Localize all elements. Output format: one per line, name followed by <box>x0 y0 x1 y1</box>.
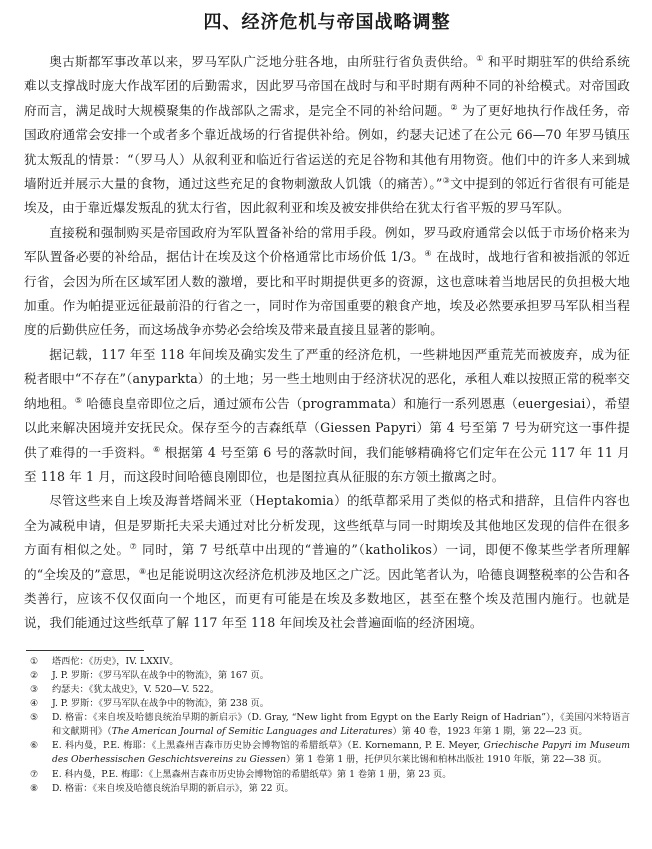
italic-title: The American Journal of Semitic Languages and Literatures <box>111 726 393 738</box>
footnote <box>24 655 630 669</box>
text-run: 塔西佗：《历史》，IV. LXXIV。 <box>52 655 179 667</box>
text-run: E. 科内曼，P.E. 梅耶：《上黑森州吉森市历史协会博物馆的希腊纸草》（E. Kornemann, P. E. Meyer, <box>52 740 484 752</box>
footnote <box>24 669 630 683</box>
footnote-number: ④ <box>30 698 39 710</box>
footnote-ref[interactable]: ② <box>450 102 458 112</box>
footnote-ref[interactable]: ⑧ <box>138 566 147 576</box>
footnote-ref[interactable]: ⑦ <box>129 542 138 552</box>
footnote-number: ⑤ <box>30 712 39 724</box>
footnote-ref[interactable]: ⑥ <box>153 444 161 454</box>
footnote-text <box>52 711 630 739</box>
footnote <box>24 739 630 767</box>
text-run: ）第 1 卷第 1 册，托伊贝尔莱比锡和柏林出版社 1910 年版，第 22—38 页。 <box>286 754 607 766</box>
text-run: 同时，第 7 号纸草中出现的“普遍的”（katholikos）一词，即便不像某些学者所理解的“全埃及的”意思， <box>24 542 630 582</box>
paragraph <box>24 343 630 489</box>
text-run: 也足能说明这次经济危机涉及地区之广泛。因此笔者认为，哈德良调整税率的公告和各类善行，应该不仅仅面向一个地区，而更有可能是在埃及多数地区，甚至在整个埃及范围内施行。也就是说，我们能通过这些纸草了解 117 年至 118 年间埃及社会普遍面临的经济困境。 <box>24 566 630 631</box>
footnote-number: ③ <box>30 683 39 695</box>
footnote-text <box>52 739 630 767</box>
paragraph <box>24 50 630 221</box>
paragraph <box>24 221 630 343</box>
text-run: 约瑟夫：《犹太战史》，V. 520—V. 522。 <box>52 683 220 695</box>
paragraph <box>24 489 630 635</box>
text-run: 文中提到的邻近行省很有可能是埃及，由于靠近爆发叛乱的犹太行省，因此叙利亚和埃及被安排供给在犹太行省平叛的罗马军队。 <box>24 176 630 216</box>
footnote-text <box>52 697 630 711</box>
footnote-text <box>52 683 630 697</box>
section-title: 四、经济危机与帝国战略调整 <box>203 12 451 33</box>
footnote <box>24 782 630 796</box>
text-run: 据记载，117 年至 118 年间埃及确实发生了严重的经济危机，一些耕地因严重荒芜而被废弃，成为征税者眼中“不存在”（anyparkta）的土地；另一些土地则由于经济状况的恶化，承租人难以按照正常的税率交纳地租。 <box>24 346 630 411</box>
text-run: J. P. 罗斯：《罗马军队在战争中的物流》，第 238 页。 <box>52 698 269 710</box>
footnote <box>24 711 630 739</box>
footnote-text <box>52 768 630 782</box>
text-run: D. 格雷：《来自埃及哈德良统治早期的新启示》，第 22 页。 <box>52 782 294 794</box>
text-run: ）第 40 卷，1923 年第 1 期，第 22—23 页。 <box>392 726 588 738</box>
footnote <box>24 697 630 711</box>
text-run: D. 格雷：《来自埃及哈德良统治早期的新启示》（D. Gray, “New light from Egypt on the Early Reign of Hadrian”），《美国闪米特语言和文献期刊》（ <box>52 712 630 738</box>
footnote-text <box>52 655 630 669</box>
footnote-divider <box>26 650 144 651</box>
footnote-ref[interactable]: ① <box>476 54 484 63</box>
footnote-number: ⑥ <box>30 740 39 752</box>
footnote-number: ② <box>30 669 39 681</box>
text-run: 奥古斯都军事改革以来，罗马军队广泛地分驻各地，由所驻行省负责供给。 <box>49 54 477 69</box>
text-run: 尽管这些来自上埃及海普塔阔米亚（Heptakomia）的纸草都采用了类似的格式和措辞，且信件内容也全为减税申请，但是罗斯托夫采夫通过对比分析发现，这些纸草与同一时期埃及其他地区发现的信件在很多方面有相似之处。 <box>24 493 630 558</box>
footnote <box>24 768 630 782</box>
footnote-number: ① <box>30 655 39 667</box>
text-run: 直接税和强制购买是帝国政府为军队置备补给的常用手段。例如，罗马政府通常会以低于市场价格来为军队置备必要的补给品，据估计在埃及这个价格通常比市场价低 1/3。 <box>24 224 630 265</box>
text-run: 根据第 4 号至第 6 号的落款时间，我们能够精确将它们定年在公元 117 年 11 月至 118 年 1 月，而这段时间哈德良刚即位，也是图拉真从征服的东方领土撤离之时。 <box>24 444 630 484</box>
text-run: 哈德良皇帝即位之后，通过颁布公告（programmata）和施行一系列恩惠（euergesiai），希望以此来解决困境并安抚民众。保存至今的吉森纸草（Giessen Papyri）第 4 号至第 7 号为研究这一事件提供了难得的一手资料。 <box>24 395 630 460</box>
text-run: 和平时期驻军的供给系统难以支撑战时庞大作战军团的后勤需求，因此罗马帝国在战时与和平时期有两种不同的补给模式。对帝国政府而言，满足战时大规模聚集的作战部队之需求，是完全不同的补给问题。 <box>24 54 630 118</box>
footnote-text <box>52 782 630 796</box>
text-run: 为了更好地执行作战任务，帝国政府通常会安排一个或者多个靠近战场的行省提供补给。例如，约瑟夫记述了在公元 66—70 年罗马镇压犹太叛乱的情景：“（罗马人）从叙利亚和临近行省运送的充足谷物和其他有用物资。他们中的许多人来到城墙附近并展示大量的食物，通过这些充足的食物刺激敌人饥饿（的痛苦）。” <box>24 102 630 192</box>
text-run: 在战时，战地行省和被指派的邻近行省，会因为所在区域军团人数的激增，要比和平时期提供更多的资源，这也意味着当地居民的负担极大地加重。作为帕提亚远征最前沿的行省之一，同时作为帝国重要的粮食产地，埃及必然要承担罗马军队相当程度的后勤供应任务，而这场战争亦势必会给埃及带来最直接且显著的影响。 <box>24 249 630 338</box>
body-text <box>24 50 630 636</box>
footnote-ref[interactable]: ④ <box>424 249 432 259</box>
text-run: E. 科内曼，P.E. 梅耶：《上黑森州吉森市历史协会博物馆的希腊纸草》第 1 卷第 1 册，第 23 页。 <box>52 768 452 780</box>
footnotes <box>24 655 630 796</box>
footnote <box>24 683 630 697</box>
text-run: J. P. 罗斯：《罗马军队在战争中的物流》，第 167 页。 <box>52 669 269 681</box>
italic-title: Griechische Papyri im Museum des Oberhessischen Geschichtsvereins zu Giessen <box>52 740 630 766</box>
footnote-ref[interactable]: ⑤ <box>74 395 83 405</box>
footnote-text <box>52 669 630 683</box>
footnote-number: ⑦ <box>30 768 39 780</box>
footnote-number: ⑧ <box>30 782 39 794</box>
footnote-ref[interactable]: ③ <box>442 176 451 186</box>
